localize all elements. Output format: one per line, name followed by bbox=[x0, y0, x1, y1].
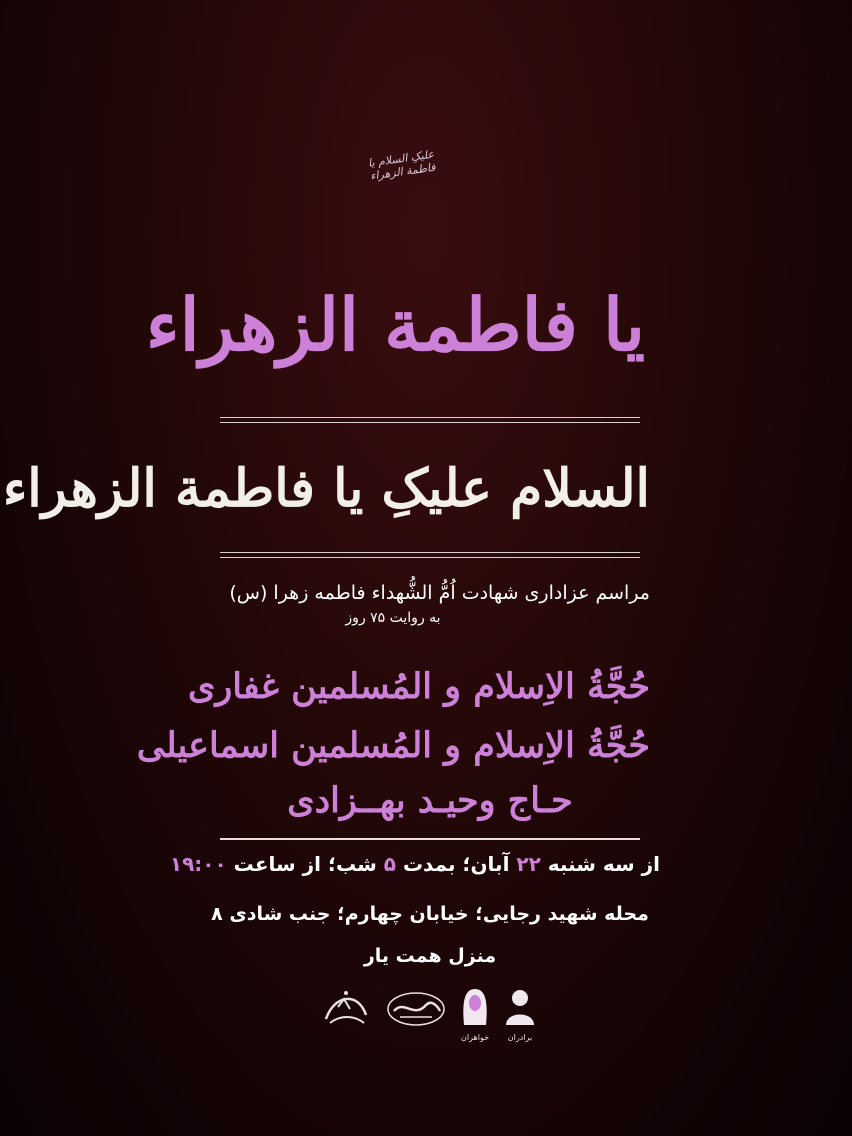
section-divider bbox=[220, 838, 640, 840]
ceremony-title: مراسم عزاداری شهادت اُمُّ الشُّهداء فاطمه زهرا (س) bbox=[229, 582, 650, 604]
schedule-text-3: شب؛ از ساعت bbox=[226, 852, 384, 876]
venue-line: منزل همت یار bbox=[363, 945, 497, 967]
main-title-calligraphy: یا فاطمة الزهراء bbox=[145, 282, 645, 367]
address-line: محله شهید رجایی؛ خیابان چهارم؛ جنب شادی ۸ bbox=[211, 903, 649, 925]
speaker-1: حُجَّةُ الاِسلام و المُسلمین غفاری bbox=[187, 666, 650, 707]
top-rule bbox=[220, 417, 640, 423]
brothers-logo bbox=[502, 985, 538, 1041]
schedule-text-1: از سه شنبه bbox=[540, 852, 660, 876]
speaker-2: حُجَّةُ الاِسلام و المُسلمین اسماعیلی bbox=[136, 725, 650, 766]
khezr-logo-icon bbox=[320, 985, 372, 1031]
speaker-3: حـاج وحیـد بهــزادی bbox=[287, 780, 573, 821]
mahdieh-logo bbox=[384, 985, 448, 1041]
schedule-line bbox=[169, 850, 660, 878]
calligraphy-seal: علیکِ السلام یا فاطمة الزهراء bbox=[367, 147, 437, 183]
khezr-logo bbox=[320, 985, 372, 1041]
schedule-nights: ۵ bbox=[383, 852, 396, 876]
bottom-rule bbox=[220, 552, 640, 558]
narration-note: به روایت ۷۵ روز bbox=[345, 610, 441, 626]
schedule-day: ۲۲ bbox=[516, 852, 541, 876]
man-silhouette-icon bbox=[502, 985, 538, 1029]
sisters-logo bbox=[458, 985, 492, 1041]
woman-chador-icon bbox=[458, 985, 492, 1029]
schedule-time: ۱۹:۰۰ bbox=[169, 852, 227, 876]
logo-strip bbox=[320, 985, 540, 1045]
brothers-label: برادران bbox=[507, 1033, 533, 1042]
mahdieh-logo-icon bbox=[384, 985, 448, 1031]
schedule-text-2: آبان؛ بمدت bbox=[395, 852, 517, 876]
sisters-label: خواهران bbox=[460, 1033, 490, 1042]
salutation-calligraphy: السلام علیکِ یا فاطمة الزهراء bbox=[2, 458, 650, 519]
